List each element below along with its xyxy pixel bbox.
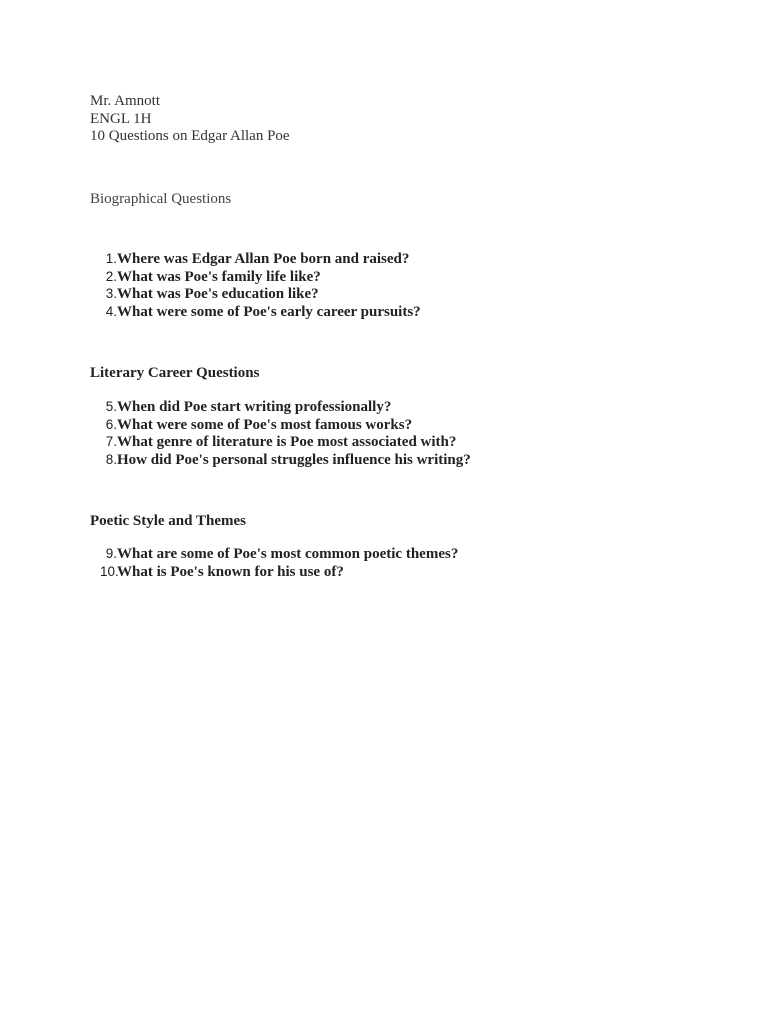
question-text: What are some of Poe's most common poetic themes? [117, 546, 459, 562]
question-item [90, 545, 458, 563]
question-text: Where was Edgar Allan Poe born and raised? [117, 251, 410, 267]
question-number: 4. [105, 304, 117, 320]
section-heading-biographical: Biographical Questions [90, 191, 232, 207]
question-text: When did Poe start writing professionally? [117, 399, 392, 415]
question-item [90, 433, 471, 451]
course-code: ENGL 1H [90, 110, 152, 127]
question-number: 7. [105, 434, 117, 450]
question-text: How did Poe's personal struggles influence his writing? [117, 452, 471, 469]
question-number: 6. [105, 416, 117, 432]
question-item [90, 563, 458, 581]
question-number: 9. [105, 546, 117, 561]
question-text: What were some of Poe's early career pursuits? [117, 304, 421, 321]
question-item [90, 250, 421, 268]
assignment-title: 10 Questions on Edgar Allan Poe [90, 128, 290, 144]
question-number: 5. [105, 399, 117, 414]
question-list-literary-career [90, 398, 471, 469]
question-number: 1. [105, 251, 117, 266]
question-item [90, 398, 471, 416]
section-heading-poetic-style: Poetic Style and Themes [90, 513, 246, 529]
document-header [90, 93, 290, 146]
question-item [90, 303, 421, 321]
question-item [90, 416, 471, 434]
question-list-biographical [90, 250, 421, 321]
teacher-name: Mr. Amnott [90, 93, 161, 109]
question-text: What was Poe's education like? [117, 286, 319, 303]
question-text: What genre of literature is Poe most associated with? [117, 434, 457, 451]
question-number: 2. [105, 268, 117, 284]
question-text: What were some of Poe's most famous works? [117, 416, 413, 433]
question-number: 10. [100, 563, 119, 579]
question-text: What is Poe's known for his use of? [117, 563, 344, 580]
question-number: 8. [105, 452, 117, 468]
question-item [90, 451, 471, 469]
question-item [90, 285, 421, 303]
question-item [90, 268, 421, 286]
question-number: 3. [105, 286, 117, 302]
question-text: What was Poe's family life like? [117, 268, 321, 285]
section-heading-literary-career: Literary Career Questions [90, 365, 260, 381]
question-list-poetic-style [90, 545, 458, 580]
